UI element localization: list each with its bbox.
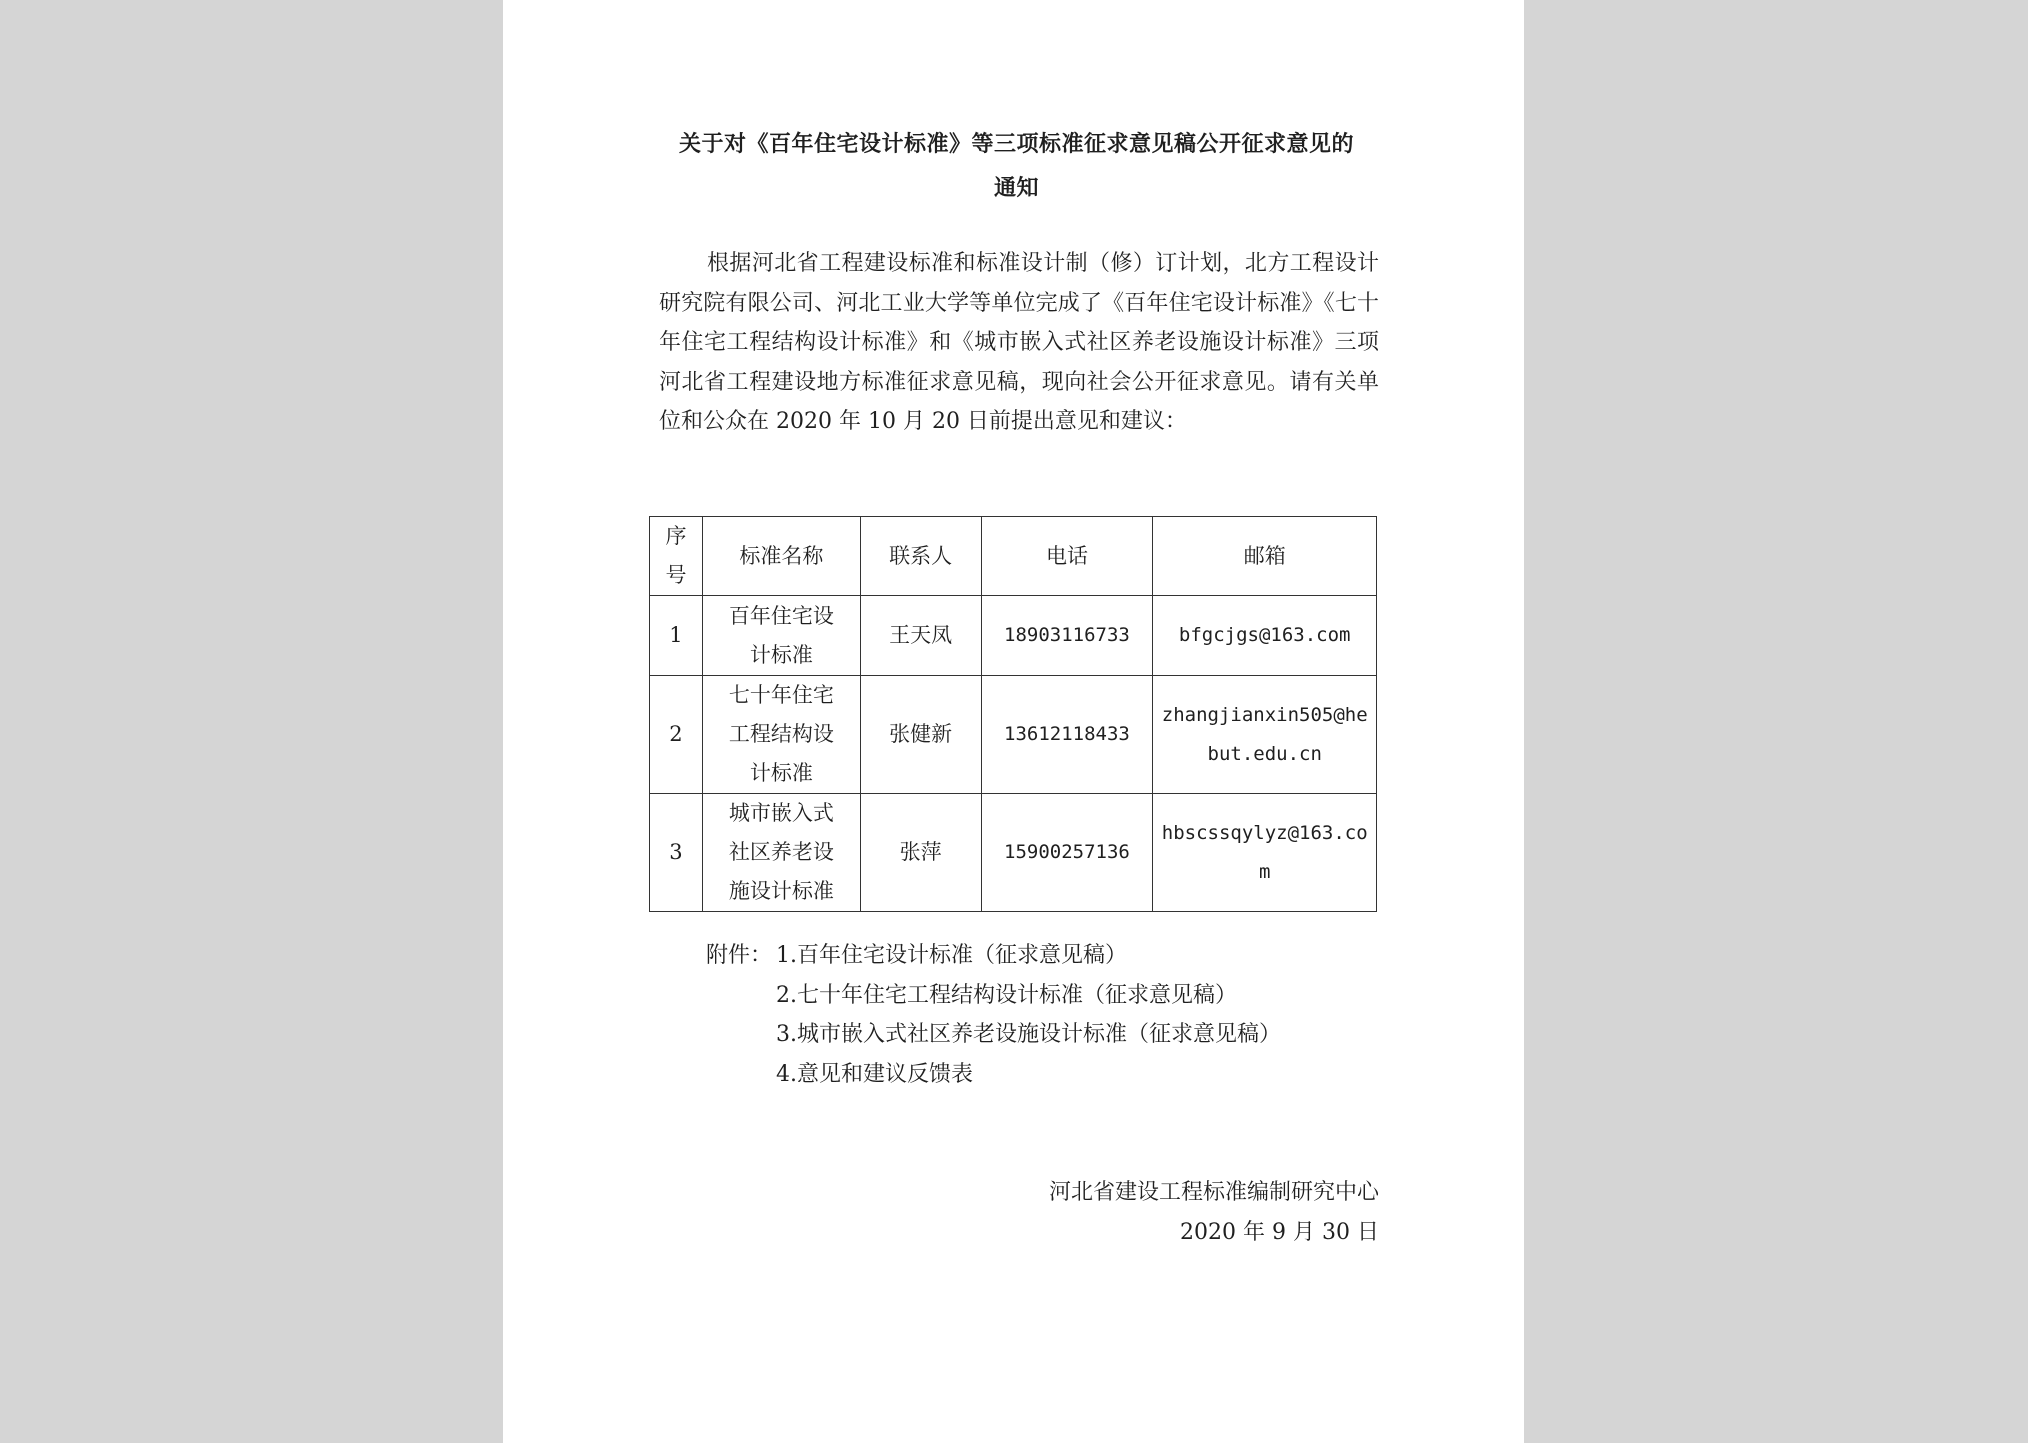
cell-no: 2 [650,676,703,794]
cell-phone: 13612118433 [981,676,1153,794]
cell-phone: 18903116733 [981,596,1153,676]
cell-contact: 王天凤 [860,596,981,676]
cell-contact: 张健新 [860,676,981,794]
cell-standard-name: 七十年住宅工程结构设计标准 [702,676,860,794]
document-page [503,0,1524,1443]
standards-table [649,516,1377,912]
cell-no: 3 [650,794,703,912]
cell-email: hbscssqylyz@163.com [1153,794,1377,912]
attachment-item: 4.意见和建议反馈表 [776,1061,973,1087]
attachment-item: 2.七十年住宅工程结构设计标准（征求意见稿） [776,982,1237,1008]
table-row [650,676,1377,794]
notice-title [653,122,1380,210]
cell-standard-name: 百年住宅设计标准 [702,596,860,676]
cell-contact: 张萍 [860,794,981,912]
signature-block [979,1173,1379,1252]
cell-email: zhangjianxin505@hebut.edu.cn [1153,676,1377,794]
attachments-label: 附件： [706,943,773,968]
signature-organization: 河北省建设工程标准编制研究中心 [1048,1180,1379,1205]
attachments-list [706,936,1281,1094]
cell-no: 1 [650,596,703,676]
signature-date: 2020 年 9 月 30 日 [1180,1219,1379,1245]
header-email: 邮箱 [1153,517,1377,596]
cell-standard-name: 城市嵌入式社区养老设施设计标准 [702,794,860,912]
attachment-item: 3.城市嵌入式社区养老设施设计标准（征求意见稿） [776,1022,1281,1047]
table-row [650,794,1377,912]
header-contact: 联系人 [860,517,981,596]
cell-phone: 15900257136 [981,794,1153,912]
table-header-row [650,517,1377,596]
notice-title-line-1: 关于对《百年住宅设计标准》等三项标准征求意见稿公开征求意见的 [678,131,1354,157]
header-no: 序号 [650,517,703,596]
table-row [650,596,1377,676]
header-name: 标准名称 [702,517,860,596]
cell-email: bfgcjgs@163.com [1153,596,1377,676]
notice-body: 根据河北省工程建设标准和标准设计制（修）订计划，北方工程设计研究院有限公司、河北工业大学等单位完成了《百年住宅设计标准》《七十年住宅工程结构设计标准》和《城市嵌入式社区养老设施设计标准》三项河北省工程建设地方标准征求意见稿，现向社会公开征求意见。请有关单位和公众在 2020 年 10 月 20 日前提出意见和建议： [659,251,1379,434]
notice-title-line-2: 通知 [993,175,1039,201]
attachment-item: 1.百年住宅设计标准（征求意见稿） [776,943,1127,968]
header-phone: 电话 [981,517,1153,596]
